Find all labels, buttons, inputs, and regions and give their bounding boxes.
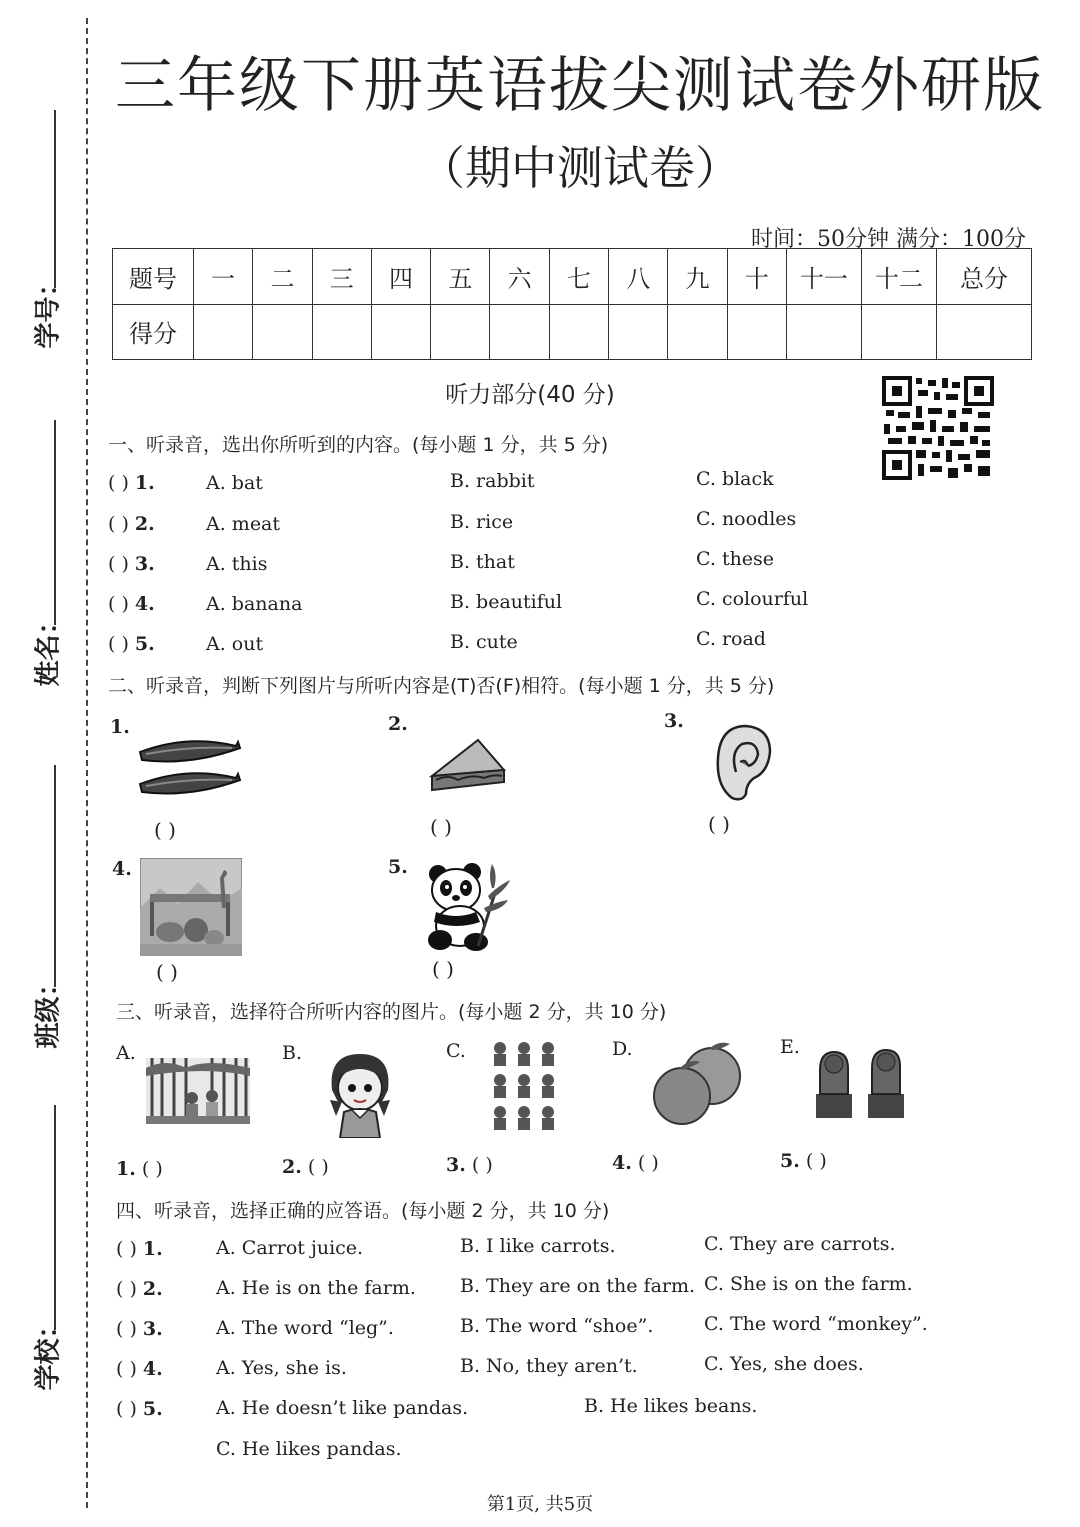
score-cell[interactable] — [253, 304, 312, 360]
s3-letter-b: B. — [282, 1042, 303, 1064]
s4-q4-option-b: B. No, they aren’t. — [460, 1355, 638, 1377]
question-number: 4. — [612, 1152, 632, 1174]
s4-q5 — [116, 1398, 163, 1420]
score-cell[interactable] — [194, 304, 253, 360]
page-title: 三年级下册英语拔尖测试卷外研版 — [115, 51, 1045, 121]
s1-q2-option-b: B. rice — [450, 511, 514, 533]
answer-blank[interactable]: ( ) — [116, 1318, 137, 1340]
panda-icon — [426, 860, 512, 952]
answer-blank[interactable]: ( ) — [108, 633, 129, 655]
answer-blank[interactable]: ( ) — [471, 1154, 493, 1176]
question-number: 2. — [142, 1278, 163, 1300]
s1-q3-option-a: A. this — [206, 553, 268, 575]
question-number: 2. — [134, 513, 155, 535]
score-table-col: 十一 — [787, 249, 862, 305]
score-cell[interactable] — [862, 304, 937, 360]
s4-q5-option-a: A. He doesn’t like pandas. — [216, 1397, 469, 1419]
score-table-col: 九 — [668, 249, 727, 305]
answer-blank[interactable]: ( ) — [307, 1156, 329, 1178]
score-cell-total[interactable] — [937, 304, 1032, 360]
s2-answer-4[interactable]: ( ) — [156, 960, 178, 984]
oranges-icon — [650, 1040, 742, 1126]
s1-q2 — [108, 513, 155, 535]
score-cell[interactable] — [668, 304, 727, 360]
question-number: 1. — [142, 1238, 163, 1260]
children-group-icon — [490, 1040, 558, 1134]
s1-q2-option-c: C. noodles — [696, 508, 797, 530]
page-subtitle: （期中测试卷） — [419, 141, 741, 195]
score-table-col: 七 — [549, 249, 608, 305]
section1-heading: 一、听录音，选出你所听到的内容。(每小题 1 分，共 5 分) — [108, 434, 609, 456]
score-table-col: 十二 — [862, 249, 937, 305]
s1-q3 — [108, 553, 155, 575]
s4-q2-option-b: B. They are on the farm. — [460, 1275, 696, 1297]
s3-q3 — [446, 1154, 493, 1176]
score-cell[interactable] — [490, 304, 549, 360]
s2-num-2: 2. — [388, 713, 408, 735]
s1-q3-option-b: B. that — [450, 551, 515, 573]
s1-q2-option-a: A. meat — [206, 513, 281, 535]
score-table-col: 十 — [727, 249, 786, 305]
sandwich-icon — [428, 736, 508, 796]
s3-q4 — [612, 1152, 659, 1174]
answer-blank[interactable]: ( ) — [116, 1278, 137, 1300]
stone-lions-icon — [812, 1044, 908, 1120]
question-number: 2. — [282, 1156, 302, 1178]
s4-q5-option-b: B. He likes beans. — [584, 1395, 758, 1417]
s2-num-4: 4. — [112, 858, 132, 880]
score-table-col: 三 — [312, 249, 371, 305]
class-blank[interactable] — [54, 765, 56, 987]
binding-dashed-line — [86, 18, 88, 1508]
score-cell[interactable] — [787, 304, 862, 360]
score-table-score-row — [113, 304, 1032, 360]
score-table-col: 二 — [253, 249, 312, 305]
question-number: 5. — [134, 633, 155, 655]
section4-heading: 四、听录音，选择正确的应答语。(每小题 2 分，共 10 分) — [116, 1200, 610, 1222]
s3-letter-c: C. — [446, 1040, 466, 1062]
question-number: 5. — [142, 1398, 163, 1420]
class-label: 班级： — [33, 970, 64, 1049]
score-table-header-row — [113, 249, 1032, 305]
question-number: 1. — [134, 472, 155, 494]
s3-letter-e: E. — [780, 1036, 800, 1058]
s3-letter-d: D. — [612, 1038, 633, 1060]
bamboo-forest-icon — [146, 1058, 250, 1124]
s4-q2-option-c: C. She is on the farm. — [704, 1273, 913, 1295]
s4-q4 — [116, 1358, 163, 1380]
s1-q1 — [108, 472, 155, 494]
s2-num-5: 5. — [388, 856, 408, 878]
s3-letter-a: A. — [116, 1042, 136, 1064]
s4-q4-option-a: A. Yes, she is. — [216, 1357, 347, 1379]
s1-q1-option-c: C. black — [696, 468, 774, 490]
score-table-col-total: 总分 — [937, 249, 1032, 305]
s3-q1 — [116, 1158, 163, 1180]
s3-q2 — [282, 1156, 329, 1178]
s1-q5-option-a: A. out — [206, 633, 264, 655]
answer-blank[interactable]: ( ) — [141, 1158, 163, 1180]
name-label: 姓名： — [33, 608, 64, 687]
zoo-scene-icon — [140, 858, 242, 956]
s4-q1 — [116, 1238, 163, 1260]
answer-blank[interactable]: ( ) — [108, 472, 129, 494]
section2-heading: 二、听录音，判断下列图片与所听内容是(T)否(F)相符。(每小题 1 分，共 5 分) — [108, 675, 775, 697]
s1-q5-option-c: C. road — [696, 628, 766, 650]
student-id-blank[interactable] — [54, 110, 56, 288]
question-number: 3. — [446, 1154, 466, 1176]
question-number: 3. — [134, 553, 155, 575]
s1-q3-option-c: C. these — [696, 548, 775, 570]
answer-blank[interactable]: ( ) — [805, 1150, 827, 1172]
s1-q4-option-b: B. beautiful — [450, 591, 563, 613]
s4-q5-option-c: C. He likes pandas. — [216, 1438, 402, 1460]
score-cell[interactable] — [312, 304, 371, 360]
s4-q2 — [116, 1278, 163, 1300]
question-number: 5. — [780, 1150, 800, 1172]
answer-blank[interactable]: ( ) — [637, 1152, 659, 1174]
score-table — [112, 248, 1032, 360]
score-table-row-label: 题号 — [113, 249, 194, 305]
s4-q3-option-c: C. The word “monkey”. — [704, 1313, 928, 1335]
s4-q4-option-c: C. Yes, she does. — [704, 1353, 864, 1375]
section3-heading: 三、听录音，选择符合所听内容的图片。(每小题 2 分，共 10 分) — [116, 1001, 667, 1023]
s4-q1-option-c: C. They are carrots. — [704, 1233, 896, 1255]
s2-answer-5[interactable]: ( ) — [432, 957, 454, 981]
student-id-label: 学号： — [33, 270, 64, 349]
s4-q2-option-a: A. He is on the farm. — [216, 1277, 416, 1299]
page-footer: 第1页, 共5页 — [486, 1494, 594, 1515]
s1-q4 — [108, 593, 155, 615]
s1-q1-option-a: A. bat — [206, 472, 263, 494]
s3-q5 — [780, 1150, 827, 1172]
s1-q5-option-b: B. cute — [450, 631, 518, 653]
score-cell[interactable] — [727, 304, 786, 360]
s2-num-3: 3. — [664, 710, 684, 732]
s4-q3-option-a: A. The word “leg”. — [216, 1317, 394, 1339]
score-cell[interactable] — [431, 304, 490, 360]
score-table-row-label: 得分 — [113, 304, 194, 360]
answer-blank[interactable]: ( ) — [116, 1238, 137, 1260]
question-number: 4. — [134, 593, 155, 615]
score-cell[interactable] — [549, 304, 608, 360]
answer-blank[interactable]: ( ) — [116, 1358, 137, 1380]
s4-q1-option-b: B. I like carrots. — [460, 1235, 616, 1257]
s1-q4-option-a: A. banana — [206, 593, 303, 615]
score-table-col: 六 — [490, 249, 549, 305]
score-table-col: 五 — [431, 249, 490, 305]
score-cell[interactable] — [371, 304, 430, 360]
listening-section-title: 听力部分(40 分) — [445, 382, 615, 408]
school-blank[interactable] — [54, 1105, 56, 1330]
question-number: 3. — [142, 1318, 163, 1340]
s1-q4-option-c: C. colourful — [696, 588, 809, 610]
s2-num-1: 1. — [110, 716, 130, 738]
girl-icon — [326, 1050, 394, 1138]
score-table-col: 一 — [194, 249, 253, 305]
answer-blank[interactable]: ( ) — [108, 553, 129, 575]
score-cell[interactable] — [609, 304, 668, 360]
ear-icon — [712, 722, 774, 802]
s4-q3 — [116, 1318, 163, 1340]
answer-blank[interactable]: ( ) — [108, 593, 129, 615]
s2-answer-3[interactable]: ( ) — [708, 812, 730, 836]
score-table-col: 四 — [371, 249, 430, 305]
s2-answer-2[interactable]: ( ) — [430, 815, 452, 839]
s2-answer-1[interactable]: ( ) — [154, 818, 176, 842]
s4-q3-option-b: B. The word “shoe”. — [460, 1315, 654, 1337]
s1-q1-option-b: B. rabbit — [450, 470, 535, 492]
school-label: 学校： — [33, 1312, 64, 1391]
exam-meta: 时间：50分钟 满分：100分 — [751, 227, 1026, 252]
bananas-icon — [136, 736, 242, 804]
score-table-col: 八 — [609, 249, 668, 305]
question-number: 4. — [142, 1358, 163, 1380]
answer-blank[interactable]: ( ) — [108, 513, 129, 535]
s1-q5 — [108, 633, 155, 655]
answer-blank[interactable]: ( ) — [116, 1398, 137, 1420]
s4-q1-option-a: A. Carrot juice. — [216, 1237, 364, 1259]
question-number: 1. — [116, 1158, 136, 1180]
qr-code-icon — [882, 376, 994, 480]
name-blank[interactable] — [54, 420, 56, 625]
